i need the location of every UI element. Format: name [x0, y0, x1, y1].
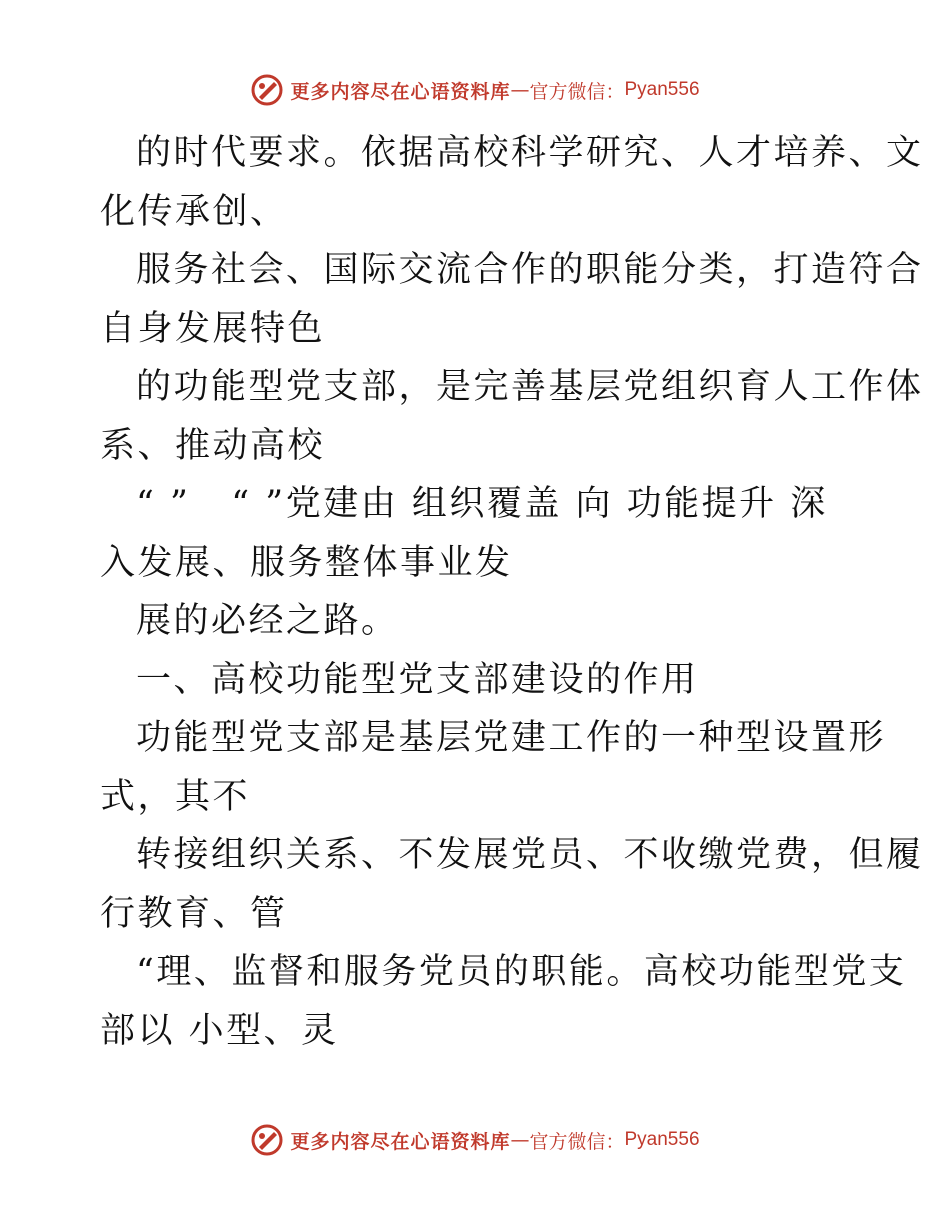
document-body	[100, 124, 924, 1060]
text-line: 的功能型党支部，是完善基层党组织育人工作体	[136, 367, 924, 407]
site-name: 更多内容尽在心语资料库	[290, 80, 511, 103]
wechat-label: 官方微信：	[529, 1130, 625, 1153]
footer-banner	[0, 1120, 950, 1160]
text-line: 服务社会、国际交流合作的职能分类，打造符合	[136, 250, 924, 290]
text-line: 转接组织关系、不发展党员、不收缴党费，但履	[136, 835, 924, 875]
text-line: 功能型党支部是基层党建工作的一种型设置形	[136, 718, 887, 758]
section-heading: 一、高校功能型党支部建设的作用	[136, 659, 699, 700]
header-banner	[0, 70, 950, 110]
wechat-label: 官方微信：	[529, 80, 625, 103]
text-line: 系、推动高校	[100, 425, 326, 466]
logo-icon	[250, 1123, 284, 1157]
wechat-id: Pyan556	[624, 79, 700, 100]
text-line: 的时代要求。依据高校科学研究、人才培养、文	[136, 133, 924, 173]
text-line: 自身发展特色	[100, 308, 326, 349]
site-name: 更多内容尽在心语资料库	[290, 1130, 511, 1153]
text-line: 行教育、管	[100, 893, 288, 934]
text-line: 展的必经之路。	[136, 601, 399, 641]
logo-icon	[250, 73, 284, 107]
text-line: 化传承创、	[100, 191, 288, 232]
banner-separator: —	[510, 1129, 530, 1151]
banner-separator: —	[510, 79, 530, 101]
wechat-id: Pyan556	[624, 1129, 700, 1150]
text-line: 部以 小型、灵	[100, 1010, 339, 1051]
text-line: “ ” “ ”党建由 组织覆盖 向 功能提升 深	[136, 484, 828, 524]
text-line: 入发展、服务整体事业发	[100, 542, 513, 583]
text-line: “理、监督和服务党员的职能。高校功能型党支	[136, 952, 907, 992]
text-line: 式，其不	[100, 776, 251, 817]
